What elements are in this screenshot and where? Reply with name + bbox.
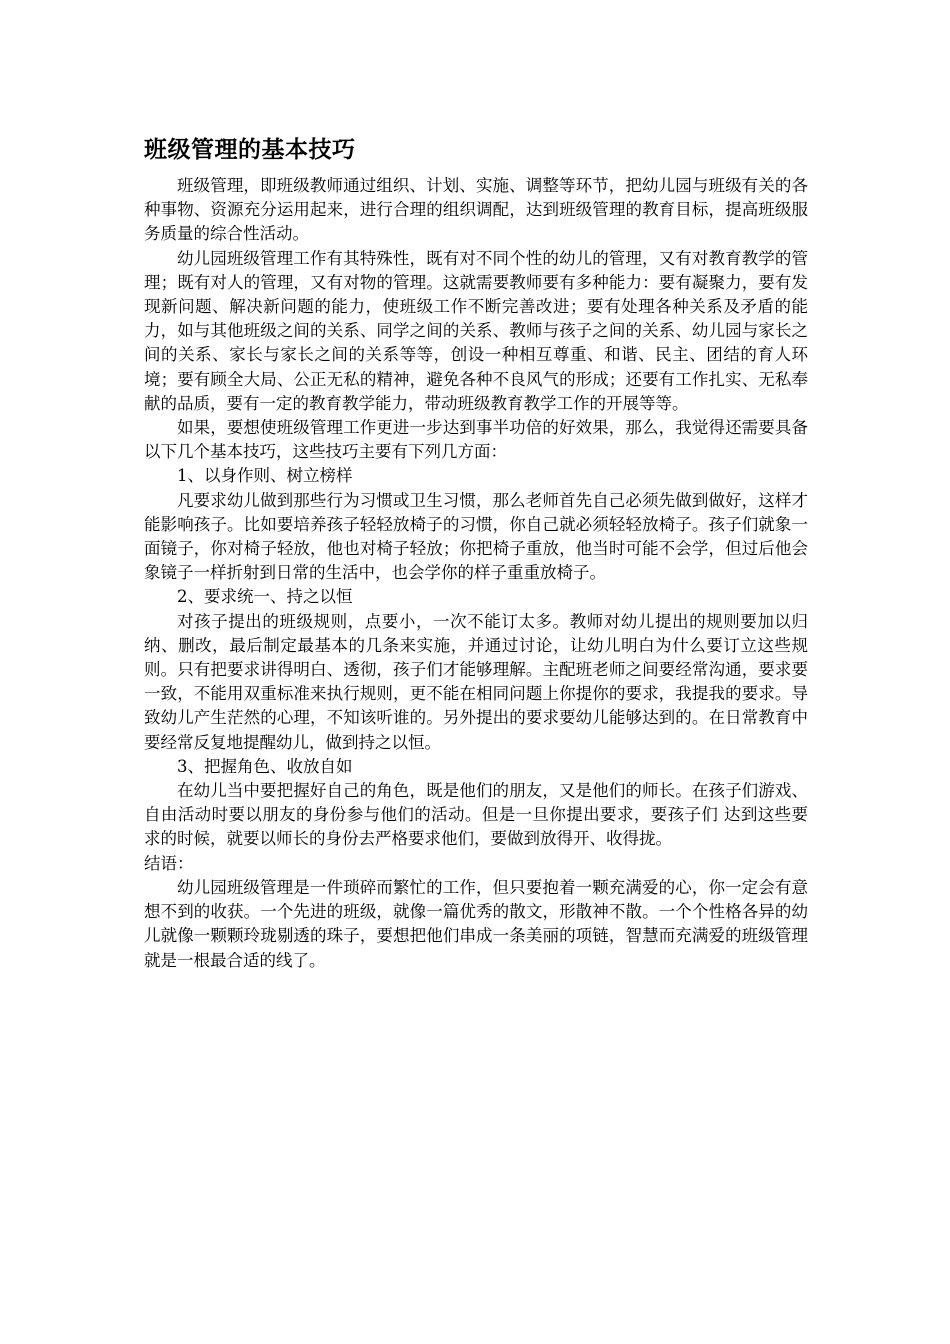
section-body-1: 凡要求幼儿做到那些行为习惯或卫生习惯，那么老师首先自己必须先做到做好，这样才能影响孩子。比如要培养孩子轻轻放椅子的习惯，你自己就必须轻轻放椅子。孩子们就象一面镜子，你对椅子轻放，他也对椅子轻放；你把椅子重放，他当时可能不会学，但过后他会象镜子一样折射到日常的生活中，也会学你的样子重重放椅子。 — [144, 490, 808, 583]
document-title: 班级管理的基本技巧 — [144, 137, 356, 163]
section-body-3: 在幼儿当中要把握好自己的角色，既是他们的朋友，又是他们的师长。在孩子们游戏、自由活动时要以朋友的身份参与他们的活动。但是一旦你提出要求，要孩子们 达到这些要求的时候，就要以师长的身份去严格要求他们，要做到放得开、收得拢。 — [144, 781, 808, 849]
section-body-2: 对孩子提出的班级规则，点要小，一次不能订太多。教师对幼儿提出的规则要加以归纳、删改，最后制定最基本的几条来实施，并通过讨论，让幼儿明白为什么要订立这些规则。只有把要求讲得明白、透彻，孩子们才能够理解。主配班老师之间要经常沟通，要求要一致，不能用双重标准来执行规则，更不能在相同问题上你提你的要求，我提我的要求。导致幼儿产生茫然的心理，不知该听谁的。另外提出的要求要幼儿能够达到的。在日常教育中要经常反复地提醒幼儿，做到持之以恒。 — [144, 611, 808, 752]
intro-paragraph-3: 如果，要想使班级管理工作更进一步达到事半功倍的好效果，那么，我觉得还需要具备以下几个基本技巧，这些技巧主要有下列几方面： — [144, 418, 808, 462]
section-heading-1: 1、以身作则、树立榜样 — [177, 466, 353, 486]
intro-paragraph-1: 班级管理，即班级教师通过组织、计划、实施、调整等环节，把幼儿园与班级有关的各种事物、资源充分运用起来，进行合理的组织调配，达到班级管理的教育目标，提高班级服务质量的综合性活动。 — [144, 176, 808, 244]
intro-paragraph-2: 幼儿园班级管理工作有其特殊性，既有对不同个性的幼儿的管理，又有对教育教学的管理；既有对人的管理，又有对物的管理。这就需要教师要有多种能力：要有凝聚力，要有发现新问题、解决新问题的能力，使班级工作不断完善改进；要有处理各种关系及矛盾的能力，如与其他班级之间的关系、同学之间的关系、教师与孩子之间的关系、幼儿园与家长之间的关系、家长与家长之间的关系等等，创设一种相互尊重、和谐、民主、团结的育人环境；要有顾全大局、公正无私的精神，避免各种不良风气的形成；还要有工作扎实、无私奉献的品质，要有一定的教育教学能力，带动班级教育教学工作的开展等等。 — [144, 248, 808, 413]
section-heading-2: 2、要求统一、持之以恒 — [177, 587, 353, 607]
conclusion-paragraph: 幼儿园班级管理是一件琐碎而繁忙的工作，但只要抱着一颗充满爱的心，你一定会有意想不到的收获。一个先进的班级，就像一篇优秀的散文，形散神不散。一个个性格各异的幼儿就像一颗颗玲珑剔透的珠子，要想把他们串成一条美丽的项链，智慧而充满爱的班级管理就是一根最合适的线了。 — [144, 877, 808, 970]
conclusion-label: 结语： — [144, 853, 194, 873]
document-page — [144, 130, 808, 973]
section-heading-3: 3、把握角色、收放自如 — [177, 756, 353, 776]
